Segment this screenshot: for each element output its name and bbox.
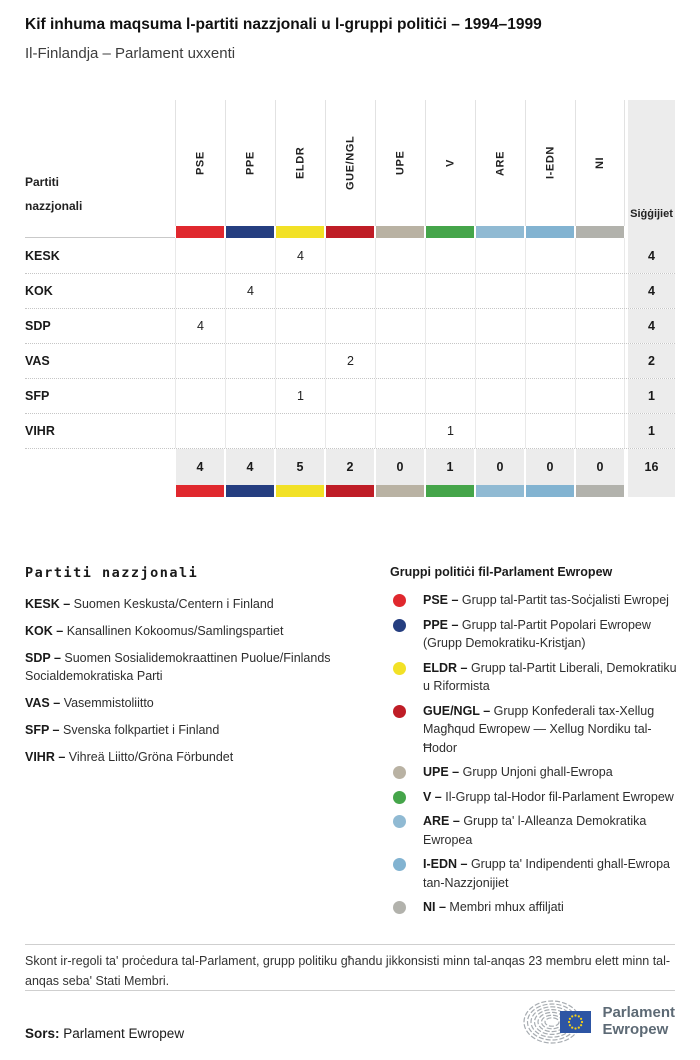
table-cell xyxy=(225,379,275,413)
table-cell: 4 xyxy=(275,238,325,273)
table-cell xyxy=(325,309,375,343)
table-cell xyxy=(525,274,575,308)
party-label: SDP xyxy=(25,319,51,333)
legend-item-iedn: I-EDN – Grupp ta' Indipendenti ghall-Ewropa tan-Nazzjonijiet xyxy=(390,855,682,892)
seats-header-label: Siġġijiet xyxy=(628,100,675,226)
row-header-cell xyxy=(25,100,175,226)
eldr-dot-icon xyxy=(393,662,406,675)
table-cell xyxy=(275,414,325,448)
table-row-sdp xyxy=(25,308,675,343)
party-legend-title: Partiti nazzjonali xyxy=(25,565,199,581)
ni-color-swatch xyxy=(576,226,624,238)
table-cell xyxy=(225,414,275,448)
legend-item-upe: UPE – Grupp Unjoni ghall-Ewropa xyxy=(390,763,682,782)
total-value: 5 xyxy=(276,449,324,485)
divider-top xyxy=(25,944,675,945)
table-cell xyxy=(575,414,625,448)
column-header-ni: NI xyxy=(575,100,625,226)
group-legend-title: Gruppi politiċi fil-Parlament Ewropew xyxy=(390,565,613,579)
table-cell xyxy=(425,379,475,413)
table-cell xyxy=(325,414,375,448)
table-cell xyxy=(375,238,425,273)
table-cell xyxy=(575,379,625,413)
table-cell: 2 xyxy=(325,344,375,378)
are-color-swatch xyxy=(476,485,524,497)
column-header-iedn: I-EDN xyxy=(525,100,575,226)
upe-color-swatch xyxy=(376,226,424,238)
table-cell xyxy=(475,344,525,378)
legend-item-kesk: KESK – Suomen Keskusta/Centern i Finland xyxy=(25,597,274,611)
table-cell xyxy=(475,379,525,413)
source-line: Sors: Parlament Ewropew xyxy=(25,1026,185,1041)
legend-item-are: ARE – Grupp ta' l-Alleanza Demokratika Ewropea xyxy=(390,812,682,849)
seats-value: 4 xyxy=(628,309,675,343)
table-cell xyxy=(475,309,525,343)
group-color-bar-row-bottom xyxy=(25,485,675,497)
table-row-sfp xyxy=(25,378,675,413)
guengl-color-swatch xyxy=(326,226,374,238)
table-cell xyxy=(175,344,225,378)
legend-item-kok: KOK – Kansallinen Kokoomus/Samlingspartiet xyxy=(25,623,284,638)
national-parties-legend xyxy=(25,565,373,766)
group-color-bar-row xyxy=(25,226,675,238)
table-cell xyxy=(425,344,475,378)
header-underline xyxy=(25,226,175,238)
pse-color-swatch xyxy=(176,485,224,497)
ppe-color-swatch xyxy=(226,485,274,497)
are-color-swatch xyxy=(476,226,524,238)
guengl-dot-icon xyxy=(393,705,406,718)
seats-value: 1 xyxy=(628,379,675,413)
table-row-vihr xyxy=(25,413,675,448)
table-cell: 4 xyxy=(175,309,225,343)
table-cell xyxy=(325,379,375,413)
table-cell xyxy=(425,238,475,273)
party-label: KESK xyxy=(25,248,60,263)
pse-dot-icon xyxy=(393,594,406,607)
total-value: 4 xyxy=(226,449,274,485)
table-cell xyxy=(275,274,325,308)
table-cell xyxy=(425,274,475,308)
ppe-dot-icon xyxy=(393,619,406,632)
upe-dot-icon xyxy=(393,766,406,779)
column-header-ppe: PPE xyxy=(225,100,275,226)
column-header-v: V xyxy=(425,100,475,226)
seats-column-fill xyxy=(628,485,675,497)
table-cell xyxy=(575,309,625,343)
table-cell xyxy=(225,344,275,378)
table-cell xyxy=(375,274,425,308)
table-cell xyxy=(525,309,575,343)
total-value: 0 xyxy=(526,449,574,485)
eldr-color-swatch xyxy=(276,226,324,238)
party-label: KOK xyxy=(25,284,53,298)
seats-value: 4 xyxy=(628,238,675,273)
seats-header-cell xyxy=(625,100,675,226)
v-dot-icon xyxy=(393,791,406,804)
party-label: VAS xyxy=(25,354,50,368)
column-header-eldr: ELDR xyxy=(275,100,325,226)
column-header-upe: UPE xyxy=(375,100,425,226)
table-cell xyxy=(375,344,425,378)
table-cell xyxy=(325,238,375,273)
are-dot-icon xyxy=(393,815,406,828)
table-cell xyxy=(525,414,575,448)
legend-item-guengl: GUE/NGL – Grupp Konfederali tax-Xellug Magħqud Ewropew — Xellug Nordiku tal-Ħodor xyxy=(390,702,682,758)
table-cell xyxy=(475,274,525,308)
total-value: 4 xyxy=(176,449,224,485)
political-groups-legend xyxy=(390,565,682,917)
table-cell xyxy=(575,238,625,273)
legend-item-vihr: VIHR – Vihreä Liitto/Gröna Förbundet xyxy=(25,749,234,764)
table-cell xyxy=(575,274,625,308)
table-cell xyxy=(375,379,425,413)
table-cell xyxy=(325,274,375,308)
logo-wordmark: Parlament Ewropew xyxy=(602,1003,675,1038)
table-cell xyxy=(375,414,425,448)
total-value: 0 xyxy=(376,449,424,485)
eldr-color-swatch xyxy=(276,485,324,497)
column-header-pse: PSE xyxy=(175,100,225,226)
ni-color-swatch xyxy=(576,485,624,497)
table-row-vas xyxy=(25,343,675,378)
seats-value: 4 xyxy=(628,274,675,308)
total-value: 2 xyxy=(326,449,374,485)
seats-value: 1 xyxy=(628,414,675,448)
table-cell xyxy=(275,309,325,343)
divider-bottom xyxy=(25,990,675,991)
seat-distribution-table xyxy=(25,100,675,497)
footnote-text: Skont ir-regoli ta' proċedura tal-Parlament, grupp politiku għandu jikkonsisti minn tal-anqas 23 membru elett minn tal-anqas seba' Stati Membri. xyxy=(25,954,671,988)
table-cell xyxy=(525,344,575,378)
total-value: 1 xyxy=(426,449,474,485)
table-cell xyxy=(525,238,575,273)
iedn-dot-icon xyxy=(393,858,406,871)
table-cell xyxy=(475,414,525,448)
v-color-swatch xyxy=(426,485,474,497)
iedn-color-swatch xyxy=(526,226,574,238)
legend-item-pse: PSE – Grupp tal-Partit tas-Soċjalisti Ewropej xyxy=(390,591,682,610)
table-cell xyxy=(175,414,225,448)
column-header-are: ARE xyxy=(475,100,525,226)
table-cell: 4 xyxy=(225,274,275,308)
hemicycle-eu-flag-icon xyxy=(522,997,594,1045)
table-cell: 1 xyxy=(275,379,325,413)
table-cell xyxy=(175,274,225,308)
table-row-kok xyxy=(25,273,675,308)
table-cell xyxy=(525,379,575,413)
table-cell xyxy=(175,238,225,273)
table-cell xyxy=(375,309,425,343)
upe-color-swatch xyxy=(376,485,424,497)
source-label: Sors: xyxy=(25,1026,60,1041)
page-subtitle: Il-Finlandja – Parlament uxxenti xyxy=(25,45,236,62)
v-color-swatch xyxy=(426,226,474,238)
table-cell xyxy=(175,379,225,413)
ni-dot-icon xyxy=(393,901,406,914)
page-title: Kif inhuma maqsuma l-partiti nazzjonali u l-gruppi politiċi – 1994–1999 xyxy=(25,16,542,33)
iedn-color-swatch xyxy=(526,485,574,497)
party-label: SFP xyxy=(25,389,50,403)
table-row-kesk xyxy=(25,238,675,273)
table-cell xyxy=(225,238,275,273)
total-value: 0 xyxy=(476,449,524,485)
row-header-label: Partiti nazzjonali xyxy=(25,175,83,213)
party-label: VIHR xyxy=(25,424,55,438)
legend-item-v: V – Il-Grupp tal-Hodor fil-Parlament Ewropew xyxy=(390,788,682,807)
column-header-guengl: GUE/NGL xyxy=(325,100,375,226)
table-cell xyxy=(225,309,275,343)
total-value: 0 xyxy=(576,449,624,485)
legend-item-vas: VAS – Vasemmistoliitto xyxy=(25,696,154,710)
legend-item-ppe: PPE – Grupp tal-Partit Popolari Ewropew (Grupp Demokratiku-Kristjan) xyxy=(390,616,682,653)
legend-item-sdp: SDP – Suomen Sosialidemokraattinen Puolue/Finlands Socialdemokratiska Parti xyxy=(25,650,331,684)
table-totals-row xyxy=(25,448,675,485)
legend-item-sfp: SFP – Svenska folkpartiet i Finland xyxy=(25,722,220,737)
table-cell xyxy=(425,309,475,343)
seats-value: 2 xyxy=(628,344,675,378)
table-header-row xyxy=(25,100,675,226)
guengl-color-swatch xyxy=(326,485,374,497)
pse-color-swatch xyxy=(176,226,224,238)
legend-item-ni: NI – Membri mhux affiljati xyxy=(390,898,682,917)
table-cell: 1 xyxy=(425,414,475,448)
table-cell xyxy=(275,344,325,378)
european-parliament-logo xyxy=(522,997,675,1045)
table-cell xyxy=(475,238,525,273)
table-cell xyxy=(575,344,625,378)
total-seats-value: 16 xyxy=(628,449,675,485)
legend-item-eldr: ELDR – Grupp tal-Partit Liberali, Demokratiku u Riformista xyxy=(390,659,682,696)
ppe-color-swatch xyxy=(226,226,274,238)
seats-column-fill xyxy=(628,226,675,238)
